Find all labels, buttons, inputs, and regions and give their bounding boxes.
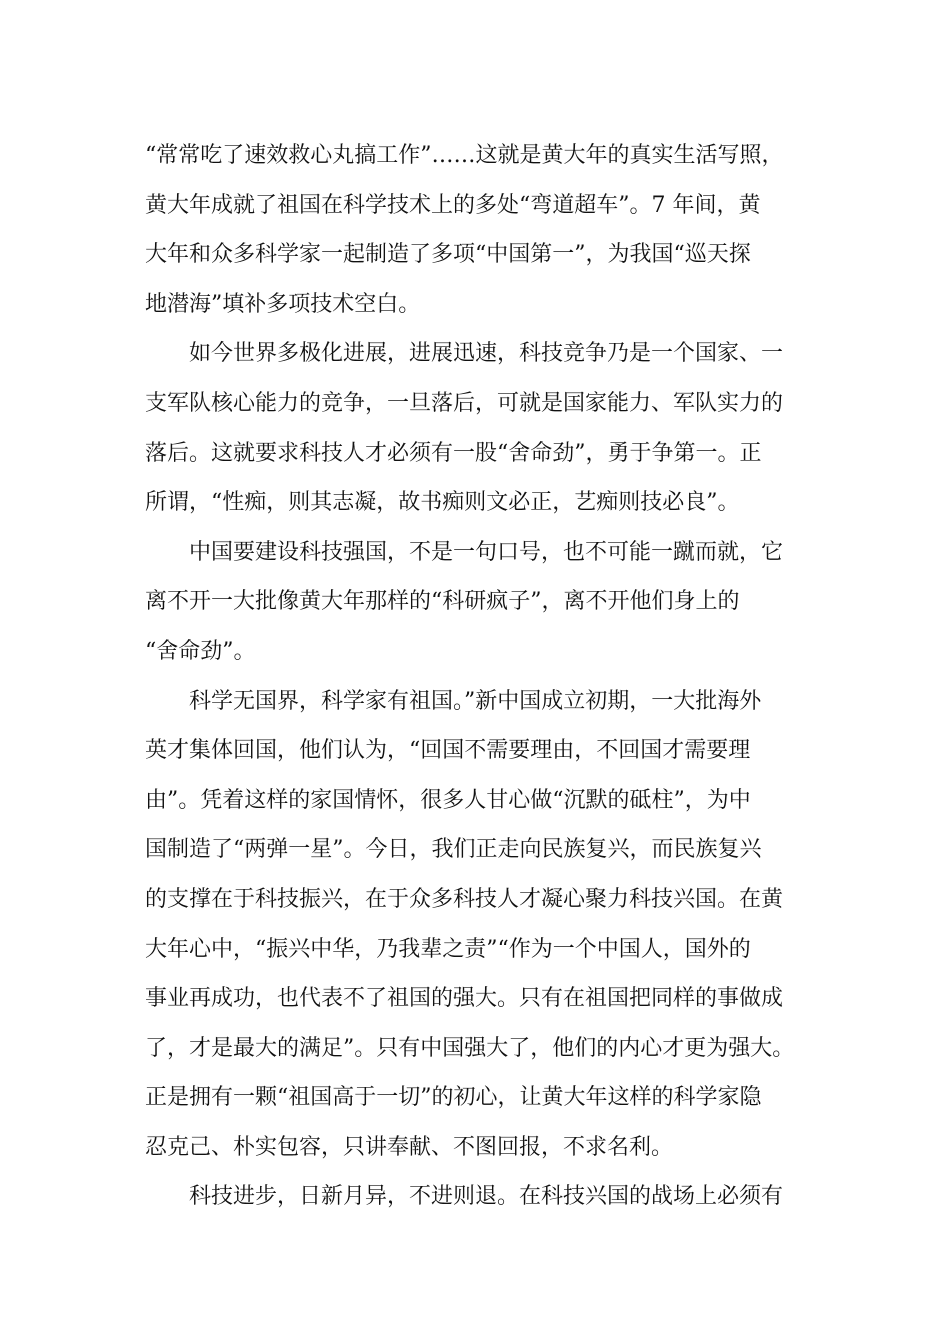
text-line: 大年心中，“振兴中华，乃我辈之责”“作为一个中国人，国外的 <box>145 936 751 962</box>
text-line: 所谓，“性痴，则其志凝，故书痴则文必正，艺痴则技必良”。 <box>145 490 740 516</box>
text-line: 正是拥有一颗“祖国高于一切”的初心，让黄大年这样的科学家隐 <box>145 1085 762 1111</box>
text-line: 的支撑在于科技振兴，在于众多科技人才凝心聚力科技兴国。在黄 <box>145 886 784 912</box>
text-line: 科学无国界，科学家有祖国。”新中国成立初期，一大批海外 <box>189 688 762 714</box>
text-line: 中国要建设科技强国，不是一句口号，也不可能一蹴而就，它 <box>189 539 784 565</box>
text-line: 事业再成功，也代表不了祖国的强大。只有在祖国把同样的事做成 <box>145 986 784 1012</box>
text-line: 落后。这就要求科技人才必须有一股“舍命劲”，勇于争第一。正 <box>145 440 762 466</box>
text-line: 黄大年成就了祖国在科学技术上的多处“弯道超车”。7 年间，黄 <box>145 192 761 218</box>
text-line: 地潜海”填补多项技术空白。 <box>145 291 421 317</box>
text-line: 忍克己、朴实包容，只讲奉献、不图回报，不求名利。 <box>145 1134 674 1160</box>
text-line: “舍命劲”。 <box>145 638 256 664</box>
text-line: 如今世界多极化进展，进展迅速，科技竞争乃是一个国家、一 <box>189 341 784 367</box>
text-line: 支军队核心能力的竞争，一旦落后，可就是国家能力、军队实力的 <box>145 390 784 416</box>
text-line: 国制造了“两弹一星”。今日，我们正走向民族复兴，而民族复兴 <box>145 837 762 863</box>
text-line: 英才集体回国，他们认为，“回国不需要理由，不回国才需要理 <box>145 738 751 764</box>
document-body <box>145 131 825 1222</box>
text-line: 由”。凭着这样的家国情怀，很多人甘心做“沉默的砥柱”，为中 <box>145 787 751 813</box>
text-line: 科技进步，日新月异，不进则退。在科技兴国的战场上必须有 <box>189 1184 784 1210</box>
text-line: 离不开一大批像黄大年那样的“科研疯子”，离不开他们身上的 <box>145 589 740 615</box>
text-line: “常常吃了速效救心丸搞工作”……这就是黄大年的真实生活写照， <box>145 143 784 168</box>
text-line: 了，才是最大的满足”。只有中国强大了，他们的内心才更为强大。 <box>145 1035 795 1061</box>
text-line: 大年和众多科学家一起制造了多项“中国第一”，为我国“巡天探 <box>145 242 751 268</box>
